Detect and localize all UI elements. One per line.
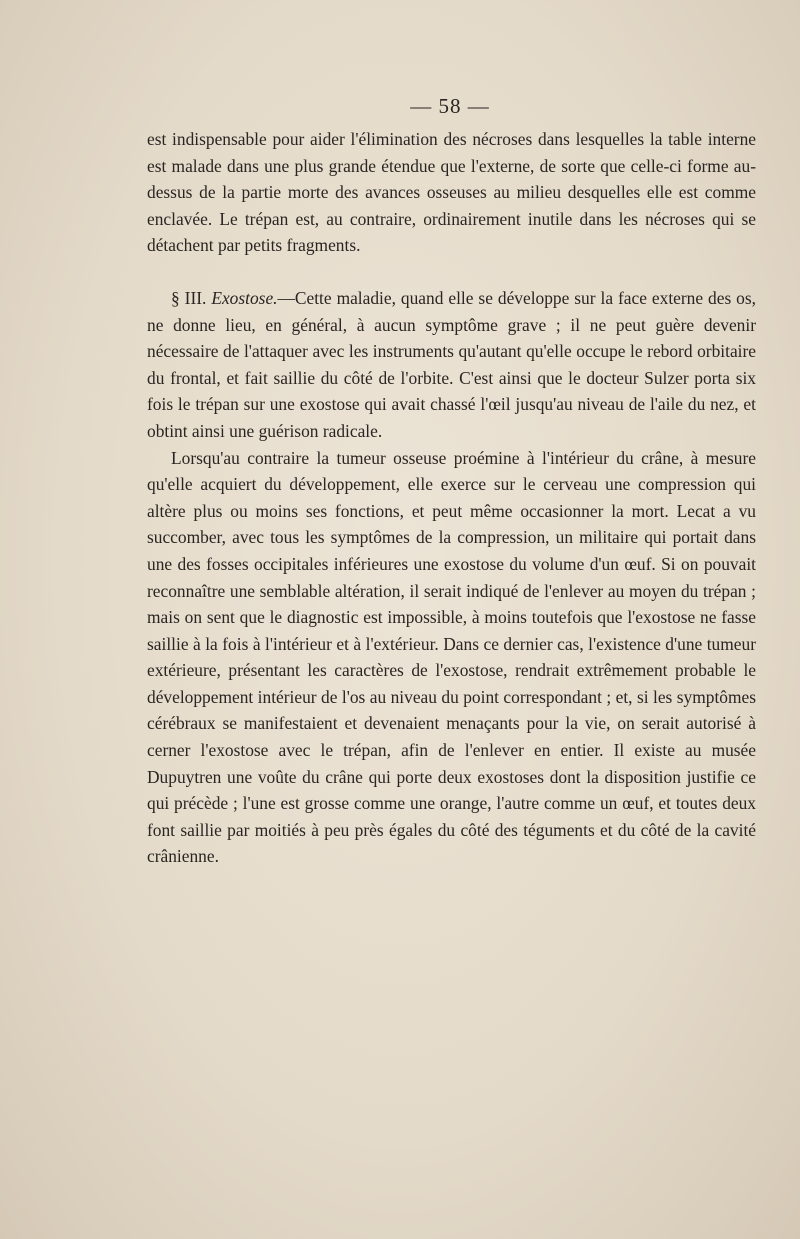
body-text <box>147 126 756 870</box>
paragraph-necroses: est indispensable pour aider l'élimination des nécroses dans lesquelles la table interne est malade dans une plus grande étendue que l'externe, de sorte que celle-ci forme au-dessus de la partie morte des avances osseuses au milieu desquelles elle est comme enclavée. Le trépan est, au contraire, ordinairement inutile dans les nécroses qui se détachent par petits fragments. <box>147 129 756 256</box>
page-number: — 58 — <box>410 94 490 118</box>
paragraph-exostose <box>147 285 756 445</box>
paragraph-intracranial: Lorsqu'au contraire la tumeur osseuse proémine à l'intérieur du crâne, à mesure qu'elle acquiert du développement, elle exerce sur le cerveau une compression qui altère plus ou moins ses fonctions, et peut même occasionner la mort. Lecat a vu succomber, avec tous les symptômes de la compression, un militaire qui portait dans une des fosses occipitales inférieures une exostose du volume d'un œuf. Si on pouvait reconnaître une semblable altération, il serait indiqué de l'enlever au moyen du trépan ; mais on sent que le diagnostic est impossible, à moins toutefois que l'exostose ne fasse saillie à la fois à l'intérieur et à l'extérieur. Dans ce dernier cas, l'existence d'une tumeur extérieure, présentant les caractères de l'exostose, rendrait extrêmement probable le développement intérieur de l'os au niveau du point correspondant ; et, si les symptômes cérébraux se manifestaient et devenaient menaçants pour la vie, on serait autorisé à cerner l'exostose avec le trépan, afin de l'enlever en entier. Il existe au musée Dupuytren une voûte du crâne qui porte deux exostoses dont la disposition justifie ce qui précède ; l'une est grosse comme une orange, l'autre comme un œuf, et toutes deux font saillie par moitiés à peu près égales du côté des téguments et du côté de la cavité crânienne. <box>147 447 756 867</box>
section-number: § III. <box>171 287 207 308</box>
section-title: Exostose. <box>211 287 278 308</box>
paragraph-exostose-body: —Cette maladie, quand elle se développe sur la face externe des os, ne donne lieu, en général, à aucun symptôme grave ; il ne peut guère devenir nécessaire de l'attaquer avec les instruments qu'autant qu'elle occupe le rebord orbitaire du frontal, et fait saillie du côté de l'orbite. C'est ainsi que le docteur Sulzer porta six fois le trépan sur une exostose qui avait chassé l'œil jusqu'au niveau de l'aile du nez, et obtint ainsi une guérison radicale. <box>147 287 756 441</box>
